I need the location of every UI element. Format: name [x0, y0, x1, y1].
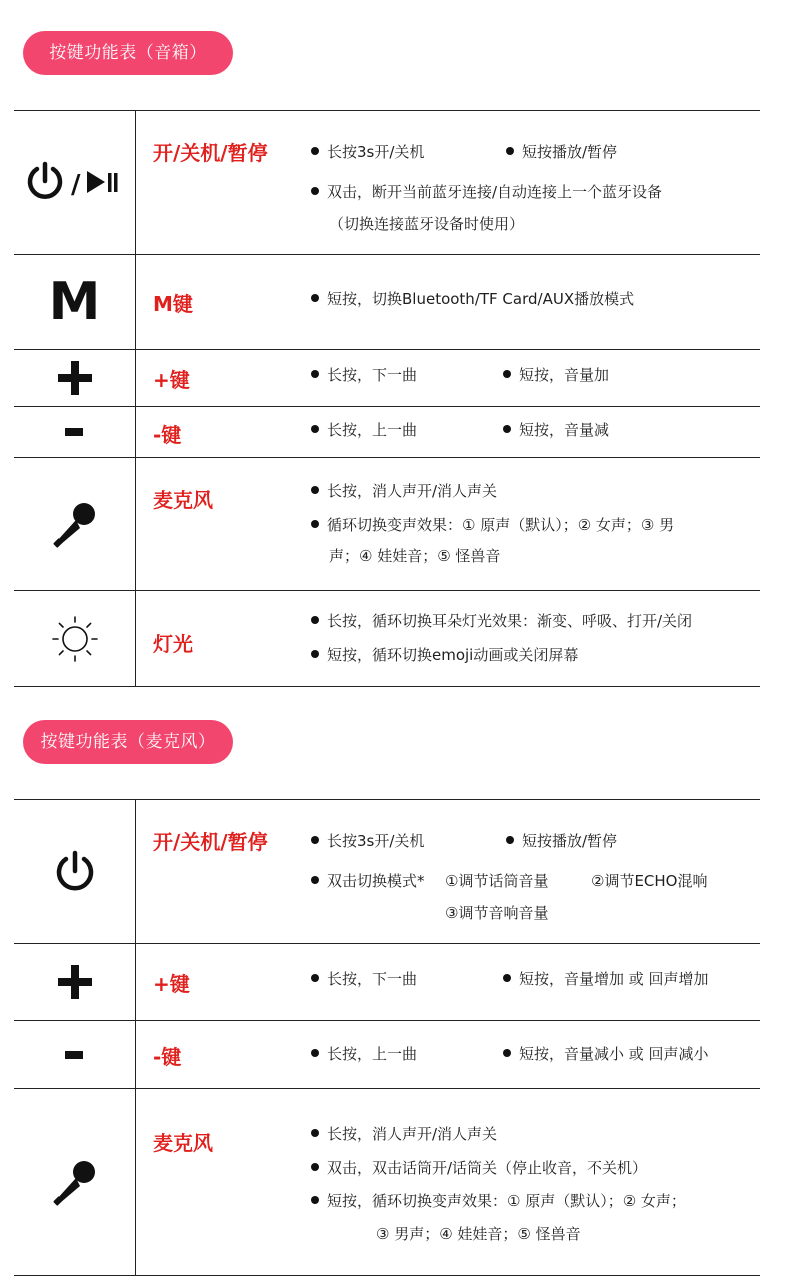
key-name: +键 [153, 972, 190, 996]
list-item: 长按3s开/关机 [311, 141, 424, 162]
key-name: -键 [153, 423, 182, 447]
list-item: 短按播放/暂停 [506, 830, 617, 851]
list-item: 短按，循环切换变声效果：① 原声（默认）；② 女声； [311, 1190, 686, 1211]
list-item: 长按，循环切换耳朵灯光效果：渐变、呼吸、打开/关闭 [311, 610, 692, 631]
key-name: 灯光 [153, 632, 193, 656]
table-row [14, 458, 760, 591]
speaker-key-table [14, 110, 760, 687]
list-item: 短按，音量减小 或 回声减小 [503, 1043, 709, 1064]
minus-icon [14, 407, 135, 457]
note-text: （切换连接蓝牙设备时使用） [329, 215, 525, 233]
table-row [14, 1021, 760, 1089]
table-row [14, 800, 760, 944]
list-item: 短按播放/暂停 [506, 141, 617, 162]
table-row [14, 591, 760, 687]
key-name: -键 [153, 1045, 182, 1069]
list-item: 长按，消人声开/消人声关 [311, 1123, 497, 1144]
list-item: 短按，音量加 [503, 364, 609, 385]
list-item: 短按，音量增加 或 回声增加 [503, 968, 709, 989]
list-item: 短按，切换Bluetooth/TF Card/AUX播放模式 [311, 288, 634, 309]
list-item: 循环切换变声效果：① 原声（默认）；② 女声；③ 男 [311, 514, 674, 535]
list-item: 短按，音量减 [503, 419, 609, 440]
mode-option: ③调节音响音量 [445, 904, 549, 922]
section-title-speaker: 按键功能表（音箱） [23, 31, 233, 75]
key-name: 麦克风 [153, 488, 213, 512]
list-item: 双击切换模式* [311, 870, 425, 891]
table-row [14, 407, 760, 458]
list-item-continuation: 声；④ 娃娃音；⑤ 怪兽音 [329, 547, 501, 565]
key-name: 开/关机/暂停 [153, 141, 268, 165]
table-row [14, 255, 760, 350]
key-name: M键 [153, 292, 193, 316]
list-item: 长按，上一曲 [311, 1043, 417, 1064]
list-item-continuation: ③ 男声；④ 娃娃音；⑤ 怪兽音 [376, 1225, 581, 1243]
table-row [14, 944, 760, 1021]
mode-option: ①调节话筒音量 [445, 872, 549, 890]
list-item: 双击，双击话筒开/话筒关（停止收音，不关机） [311, 1157, 647, 1178]
list-item: 长按，下一曲 [311, 364, 417, 385]
m-key-icon: M [48, 272, 101, 332]
power-play-pause-icon [14, 111, 135, 254]
key-name: +键 [153, 368, 190, 392]
list-item: 长按，消人声开/消人声关 [311, 480, 497, 501]
list-item: 双击，断开当前蓝牙连接/自动连接上一个蓝牙设备 [311, 181, 662, 202]
power-icon [14, 800, 135, 943]
key-name: 麦克风 [153, 1131, 213, 1155]
table-row [14, 1089, 760, 1276]
list-item: 长按，下一曲 [311, 968, 417, 989]
sun-light-icon [14, 591, 135, 686]
mode-option: ②调节ECHO混响 [591, 872, 708, 890]
list-item: 短按，循环切换emoji动画或关闭屏幕 [311, 644, 578, 665]
separator-slash: / [70, 169, 80, 200]
mic-key-table [14, 799, 760, 1276]
list-item: 长按，上一曲 [311, 419, 417, 440]
microphone-icon [14, 458, 135, 590]
microphone-icon [14, 1089, 135, 1275]
section-title-mic: 按键功能表（麦克风） [23, 720, 233, 764]
table-row [14, 350, 760, 407]
list-item: 长按3s开/关机 [311, 830, 424, 851]
plus-icon [14, 350, 135, 406]
table-row [14, 111, 760, 255]
plus-icon [14, 944, 135, 1020]
minus-icon [14, 1021, 135, 1088]
key-name: 开/关机/暂停 [153, 830, 268, 854]
